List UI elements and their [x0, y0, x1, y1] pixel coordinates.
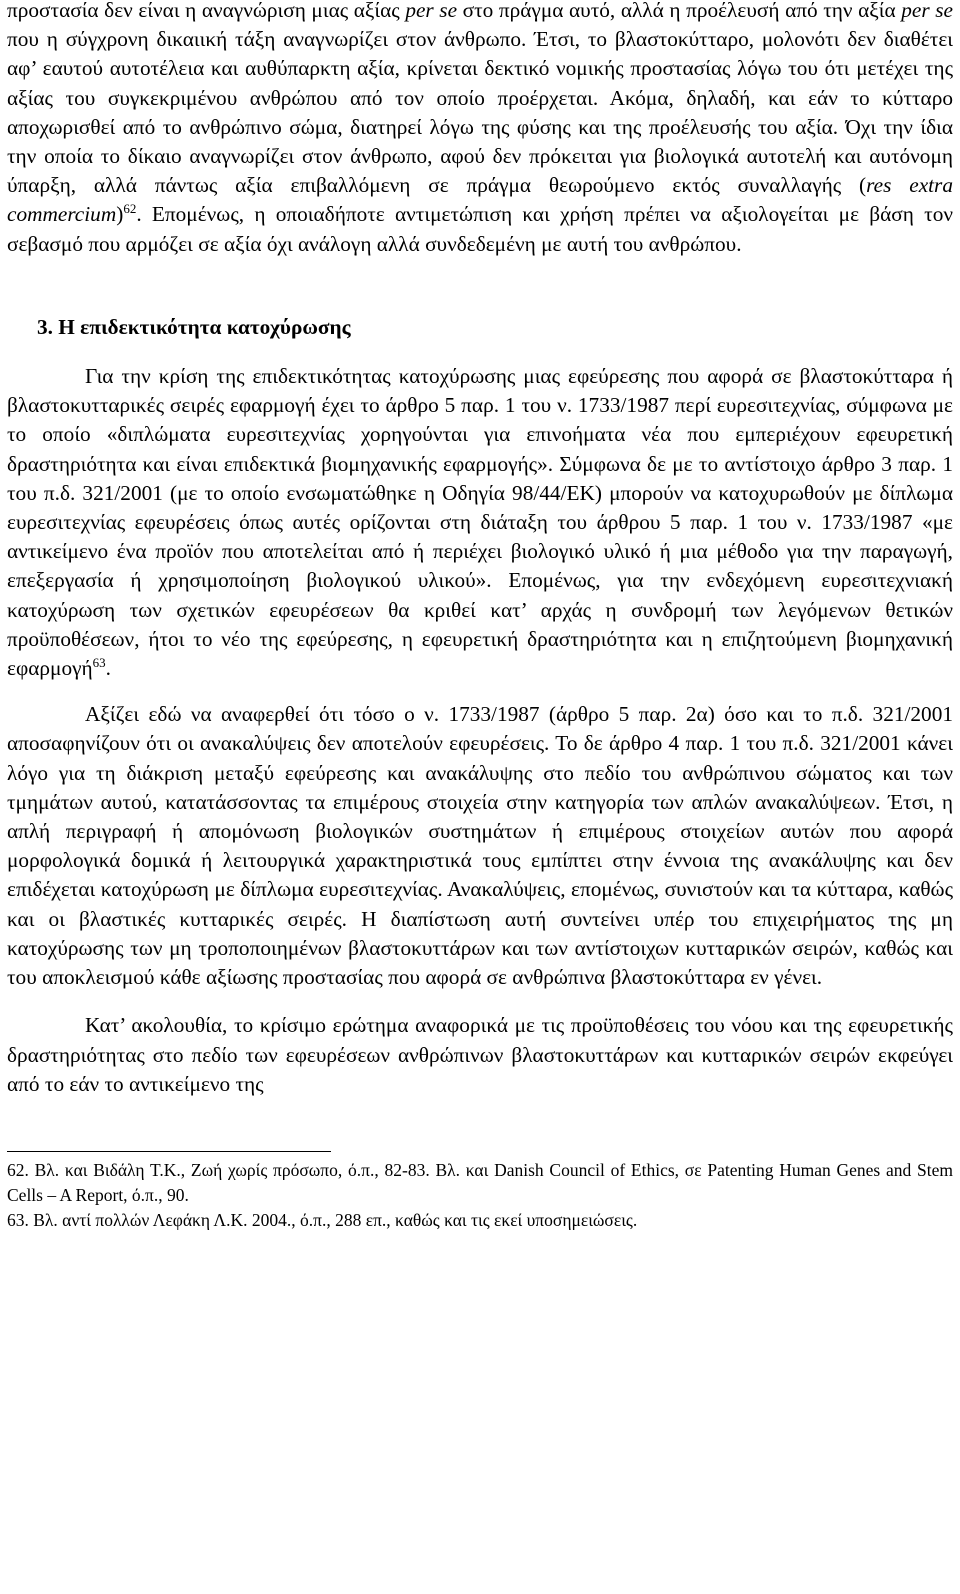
latin-term: per se: [405, 0, 458, 22]
paragraph-4: Κατ’ ακολουθία, το κρίσιμο ερώτημα αναφορικά με τις προϋποθέσεις του νόου και της εφευρετικής δραστηριότητας στο πεδίο των εφευρέσεων ανθρώπινων βλαστοκυττάρων και κυτταρικών σειρών εκφεύγει από το εάν το αντικείμενο της: [7, 1013, 953, 1096]
footnote-ref-62[interactable]: 62: [123, 201, 137, 217]
text: .: [105, 656, 111, 681]
section-heading: 3. Η επιδεκτικότητα κατοχύρωσης: [37, 314, 351, 339]
document-page: [7, 0, 953, 1233]
latin-term: res extra commercium: [7, 173, 953, 227]
text: Για την κρίση της επιδεκτικότητας κατοχύρωσης μιας εφεύρεσης που αφορά σε βλαστοκύτταρα ή βλαστοκυτταρικές σειρές εφαρμογή έχει το άρθρο 5 παρ. 1 του ν. 1733/1987 περί ευρεσιτεχνίας, σύμφωνα με το οποίο «διπλώματα ευρεσιτεχνίας χορηγούνται για επινοήματα νέα που εμπεριέχουν εφευρετική δραστηριότητα και είναι επιδεκτικά βιομηχανικής εφαρμογής». Σύμφωνα δε με το αντίστοιχο άρθρο 3 παρ. 1 του π.δ. 321/2001 (με το οποίο ενσωματώθηκε η Οδηγία 98/44/ΕΚ) μπορούν να κατοχυρωθούν με δίπλωμα ευρεσιτεχνίας εφευρέσεις όπως αυτές ορίζονται στη διάταξη του άρθρου 5 παρ. 1 του ν. 1733/1987 «με αντικείμενο ένα προϊόν που αποτελείται από ή περιέχει βιολογικό υλικό ή μια μέθοδο για την παραγωγή, επεξεργασία ή χρησιμοποίηση βιολογικού υλικού». Επομένως, για την ενδεχόμενη ευρεσιτεχνιακή κατοχύρωση των σχετικών εφευρέσεων θα κριθεί κατ’ αρχάς η συνδρομή των λεγόμενων θετικών προϋποθέσεων, ήτοι το νέο της εφεύρεσης, η εφευρετική δραστηριότητα και η επιζητούμενη βιομηχανική εφαρμογή: [7, 364, 953, 681]
paragraph-3: Αξίζει εδώ να αναφερθεί ότι τόσο ο ν. 1733/1987 (άρθρο 5 παρ. 2α) όσο και το π.δ. 321/2001 αποσαφηνίζουν ότι οι ανακαλύψεις δεν αποτελούν εφευρέσεις. Το δε άρθρο 4 παρ. 1 του π.δ. 321/2001 κάνει λόγο για τη διάκριση μεταξύ εφεύρεσης και ανακάλυψης στο πεδίο του ανθρώπινου σώματος και των τμημάτων αυτού, κατατάσσοντας τα επιμέρους στοιχεία στην κατηγορία των απλών ανακαλύψεων. Έτσι, η απλή περιγραφή ή απομόνωση βιολογικών συστημάτων ή επιμέρους στοιχείων αυτών που αφορά μορφολογικά δομικά ή λειτουργικά χαρακτηριστικά τους εμπίπτει στην έννοια της ανακάλυψης και δεν επιδέχεται κατοχύρωση με δίπλωμα ευρεσιτεχνίας. Ανακαλύψεις, επομένως, συνιστούν και τα κύτταρα, καθώς και οι βλαστικές κυτταρικές σειρές. Η διαπίστωση αυτή συντείνει υπέρ του επιχειρήματος της μη κατοχύρωσης των μη τροποποιημένων βλαστοκυττάρων και των αντίστοιχων κυτταρικών σειρών, καθώς και του αποκλεισμού κάθε αξίωσης προστασίας που αφορά σε ανθρώπινα βλαστοκύτταρα εν γένει.: [7, 702, 953, 990]
paragraph-1: [7, 0, 953, 259]
paragraph-2: [7, 362, 953, 683]
footnote-divider: [7, 1151, 331, 1152]
text: ): [116, 202, 124, 227]
footnote-63: 63. Βλ. αντί πολλών Λεφάκη Λ.Κ. 2004., ό.π., 288 επ., καθώς και τις εκεί υποσημειώσεις.: [7, 1209, 638, 1230]
footnote-ref-63[interactable]: 63: [92, 654, 106, 670]
text: στο πράγμα αυτό, αλλά η προέλευσή από την αξία: [457, 0, 902, 22]
text: . Επομένως, η οποιαδήποτε αντιμετώπιση και χρήση πρέπει να αξιολογείται με βάση τον σεβασμό που αρμόζει σε αξία όχι ανάλογη αλλά συνδεδεμένη με αυτή του ανθρώπου.: [7, 202, 953, 256]
text: που η σύγχρονη δικαιική τάξη αναγνωρίζει στον άνθρωπο. Έτσι, το βλαστοκύτταρο, μολονότι δεν διαθέτει αφ’ εαυτού αυτοτέλεια και αυθύπαρκτη αξία, κρίνεται δεκτικό νομικής προστασίας λόγω του ότι μετέχει της αξίας του συγκεκριμένου ανθρώπου από τον οποίο προέρχεται. Ακόμα, δηλαδή, και εάν το κύτταρο αποχωρισθεί από το ανθρώπινο σώμα, διατηρεί λόγω της φύσης και της προέλευσής του αξία. Όχι την ίδια την οποία το δίκαιο αναγνωρίζει στον άνθρωπο, αφού δεν πρόκειται για βιολογικά αυτοτελή και αυτόνομη ύπαρξη, αλλά πάντως αξία επιβαλλόμενη σε πράγμα θεωρούμενο εκτός συναλλαγής (: [7, 27, 953, 198]
text: προστασία δεν είναι η αναγνώριση μιας αξίας: [7, 0, 406, 22]
latin-term: per se: [901, 0, 953, 22]
footnote-62: 62. Βλ. και Βιδάλη Τ.Κ., Ζωή χωρίς πρόσωπο, ό.π., 82-83. Βλ. και Danish Council of Ethics, σε Patenting Human Genes and Stem Cells – A Report, ό.π., 90.: [7, 1159, 953, 1205]
